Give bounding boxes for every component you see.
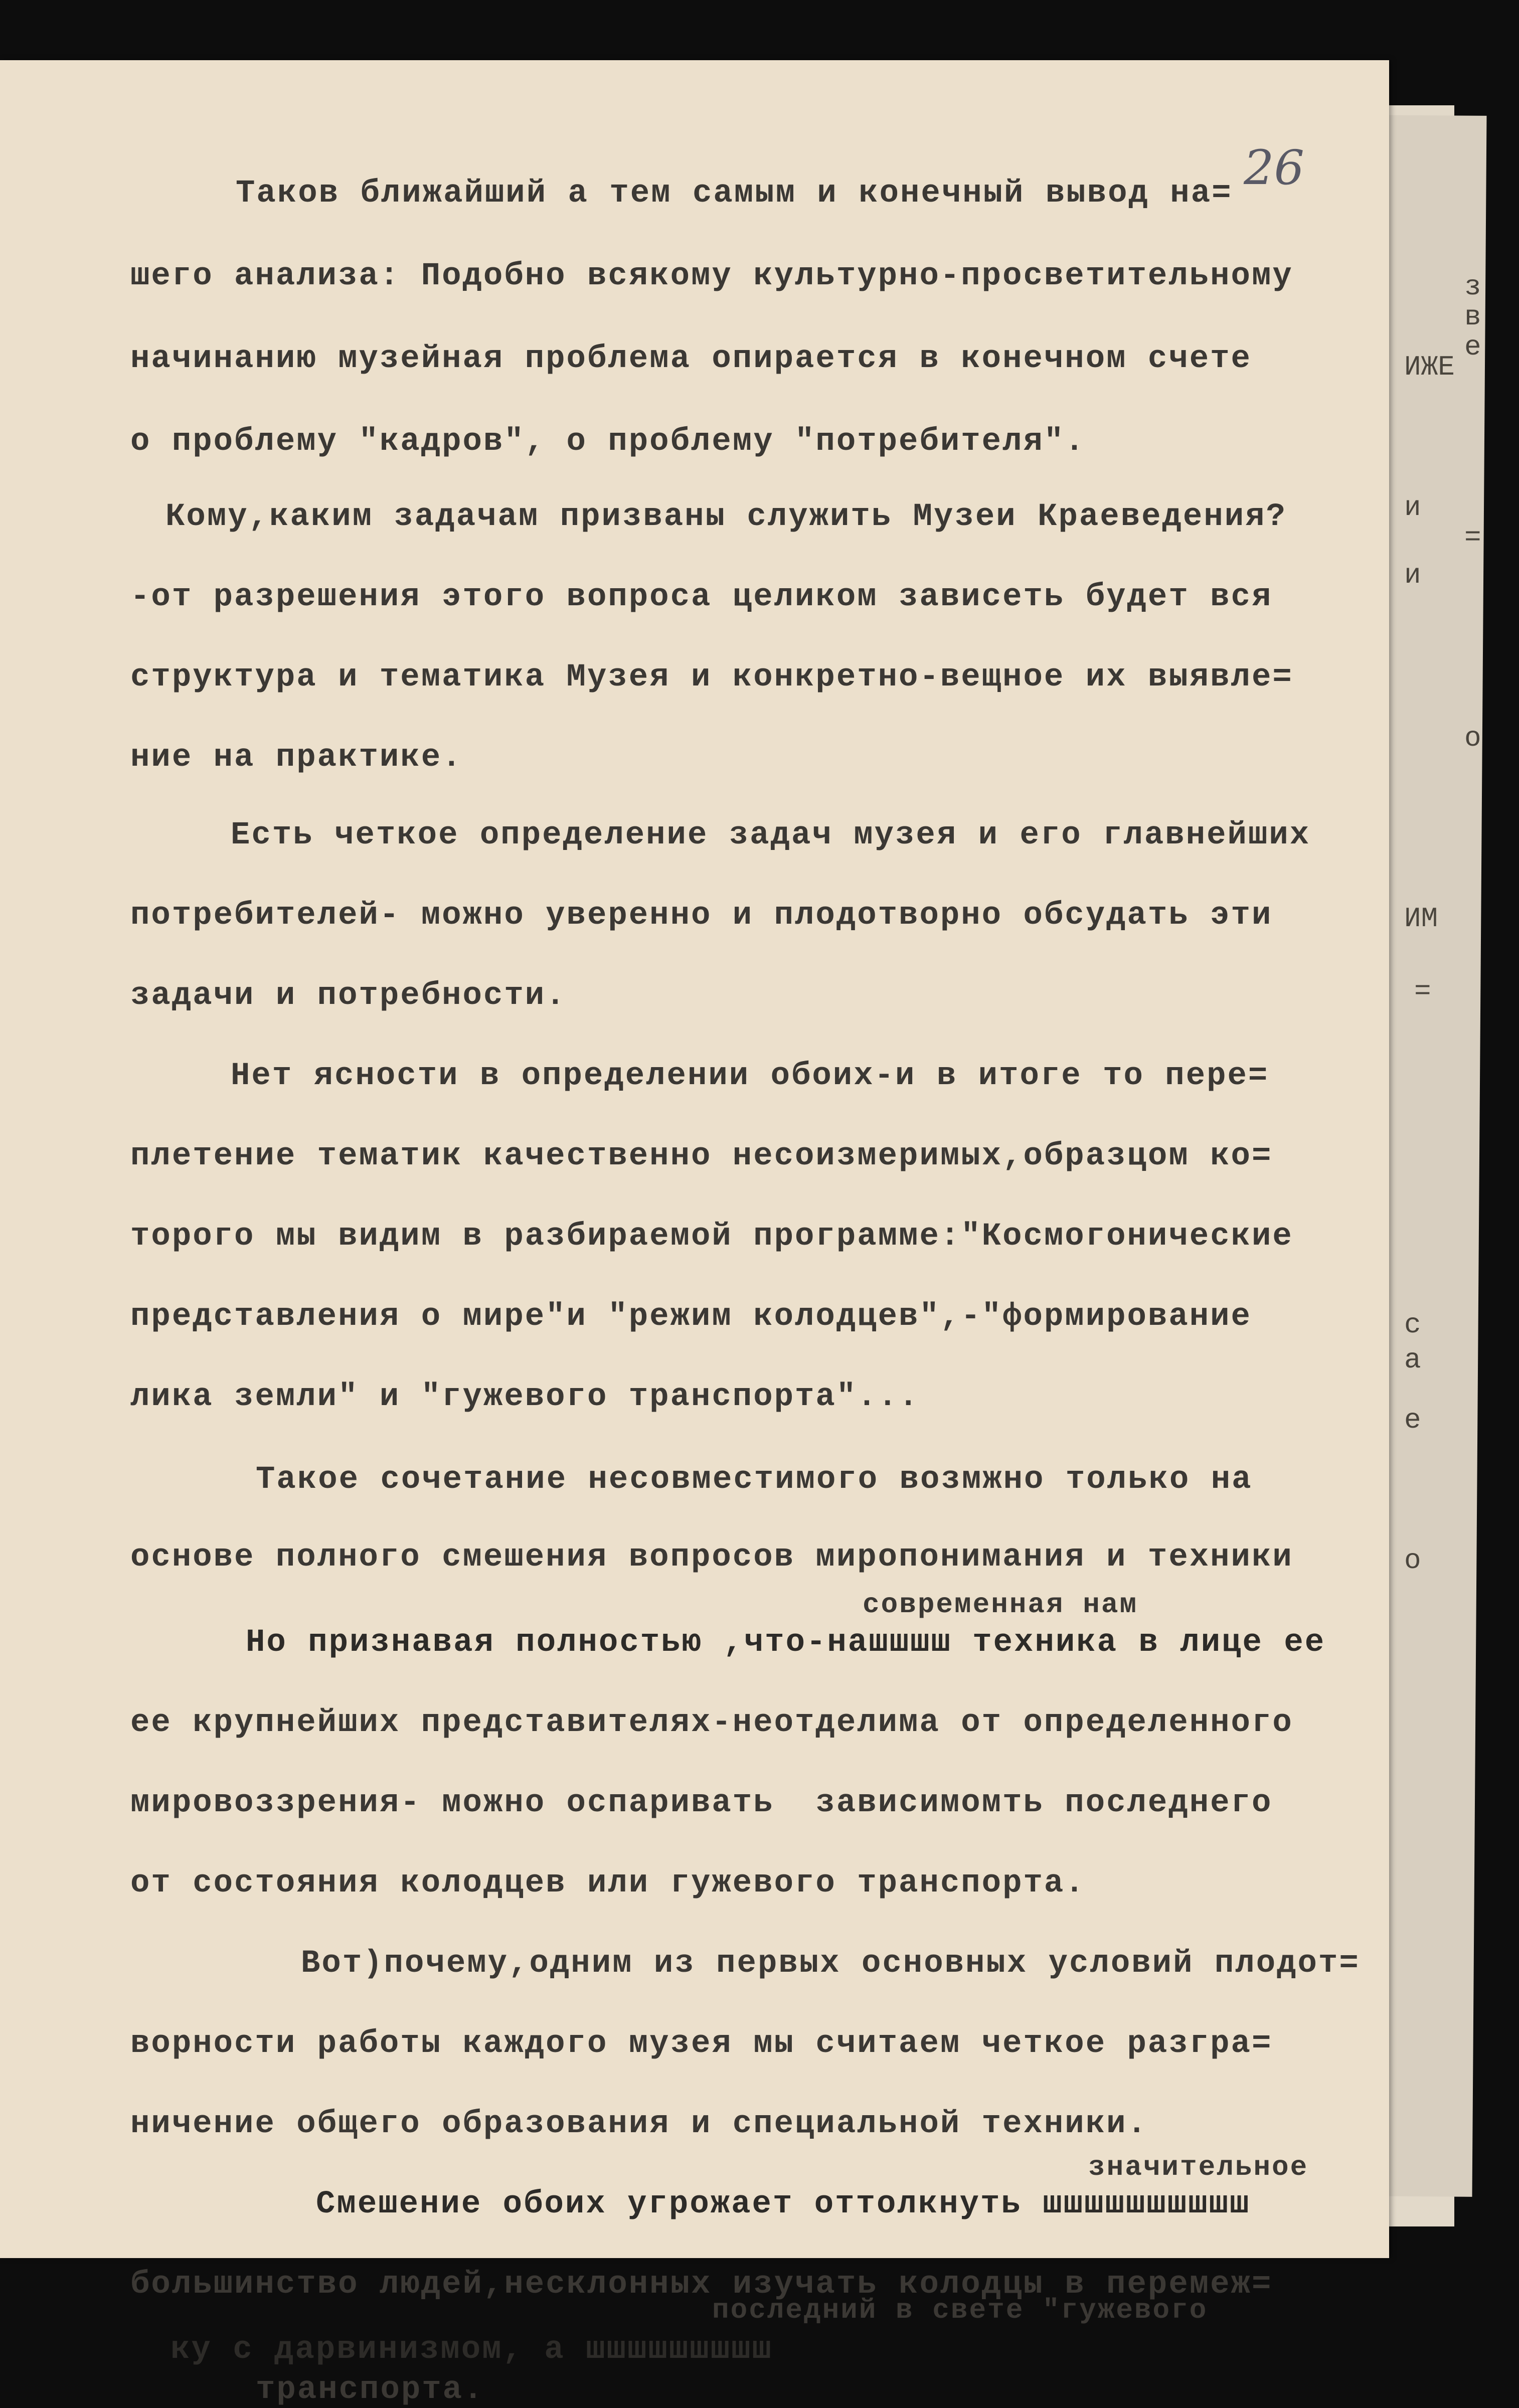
text-line: шего анализа: Подобно всякому культурно-просветительному xyxy=(130,258,1293,294)
edge-letter: а xyxy=(1404,1344,1421,1376)
text-line: от состояния колодцев или гужевого транспорта. xyxy=(130,1865,1086,1902)
edge-letter: = xyxy=(1464,522,1481,554)
handwritten-page-number: 26 xyxy=(1244,140,1304,196)
text-line: о проблему "кадров", о проблему "потребителя". xyxy=(130,424,1086,460)
handwritten-insertion: современная нам xyxy=(863,1589,1138,1621)
text-line: ку с дарвинизмом, а шшшшшшшшш xyxy=(171,2332,773,2368)
edge-letter: и xyxy=(1404,491,1421,524)
text-line: лика земли" и "гужевого транспорта"... xyxy=(130,1379,920,1415)
edge-letter: е xyxy=(1464,331,1481,363)
text-line: Вот)почему,одним из первых основных условий плодот= xyxy=(301,1946,1360,1982)
text-line: Кому,каким задачам призваны служить Музеи Краеведения? xyxy=(165,499,1287,535)
edge-letter: о xyxy=(1464,722,1481,754)
text-line: начинанию музейная проблема опирается в конечном счете xyxy=(130,341,1252,377)
text-line: потребителей- можно уверенно и плодотворно обсудать эти xyxy=(130,898,1273,934)
text-line: Но признавая полностью ,что-нашшшш техника в лице ее xyxy=(246,1625,1326,1661)
underlying-page-edge xyxy=(1404,0,1514,2258)
text-line: Нет ясности в определении обоих-и в итоге то пере= xyxy=(231,1058,1269,1094)
text-line: Смешение обоих угрожает оттолкнуть шшшшшшшшшш xyxy=(316,2186,1251,2222)
text-line: задачи и потребности. xyxy=(130,978,567,1014)
text-line: транспорта. xyxy=(256,2372,484,2408)
edge-letter: о xyxy=(1404,1544,1421,1577)
text-line: ее крупнейших представителях-неотделима от определенного xyxy=(130,1705,1293,1741)
edge-letter: в xyxy=(1464,301,1481,333)
handwritten-insertion: значительное xyxy=(1088,2151,1309,2183)
text-line: ние на практике. xyxy=(130,740,463,776)
text-line: плетение тематик качественно несоизмеримых,образцом ко= xyxy=(130,1138,1273,1174)
text-line: ворности работы каждого музея мы считаем четкое разгра= xyxy=(130,2026,1273,2062)
text-line: торого мы видим в разбираемой программе:"Космогонические xyxy=(130,1219,1293,1255)
edge-letter: ИЖЕ xyxy=(1404,351,1455,383)
edge-letter: = xyxy=(1414,975,1431,1007)
text-line: структура и тематика Музея и конкретно-вещное их выявле= xyxy=(130,659,1293,696)
edge-letter: з xyxy=(1464,271,1481,303)
text-line: Такое сочетание несовместимого возмжно только на xyxy=(256,1462,1253,1498)
edge-letter: и xyxy=(1404,559,1421,591)
edge-letter: с xyxy=(1404,1309,1421,1341)
handwritten-insertion: последний в свете "гужевого xyxy=(712,2294,1208,2326)
text-line: -от разрешения этого вопроса целиком зависеть будет вся xyxy=(130,579,1273,615)
text-line: ничение общего образования и специальной техники. xyxy=(130,2106,1148,2142)
edge-letter: е xyxy=(1404,1404,1421,1436)
text-line: большинство людей,несклонных изучать колодцы в перемеж= xyxy=(130,2267,1273,2303)
text-line: основе полного смешения вопросов миропонимания и техники xyxy=(130,1539,1293,1576)
text-line: Есть четкое определение задач музея и его главнейших xyxy=(231,817,1311,853)
text-line: представления о мире"и "режим колодцев",-"формирование xyxy=(130,1299,1252,1335)
text-line: Таков ближайший а тем самым и конечный вывод на= xyxy=(236,176,1233,212)
text-line: мировоззрения- можно оспаривать зависимомть последнего xyxy=(130,1785,1273,1821)
edge-letter: ИМ xyxy=(1404,903,1438,935)
